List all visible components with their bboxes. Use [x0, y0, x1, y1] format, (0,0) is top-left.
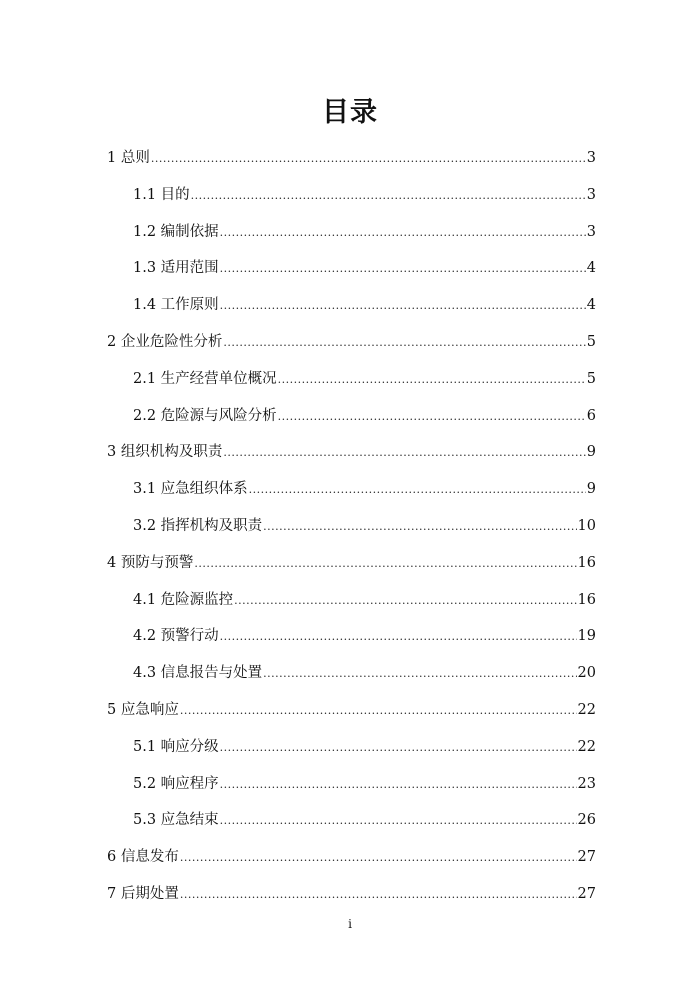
toc-entry-page-number: 23 [577, 776, 596, 792]
toc-entry-page-number: 5 [586, 371, 596, 387]
toc-leader-dots [180, 848, 577, 868]
toc-leader-dots [220, 627, 577, 647]
toc-entry-label: 5 应急响应 [107, 702, 179, 718]
toc-entry-page-number: 3 [586, 150, 596, 166]
toc-entry-label: 1.3 适用范围 [133, 260, 219, 276]
toc-entry-page-number: 4 [586, 260, 596, 276]
toc-entry-page-number: 19 [577, 628, 596, 644]
toc-entry-page-number: 27 [577, 886, 596, 902]
page-number-footer: i [348, 917, 352, 931]
toc-entry-label: 1.1 目的 [133, 187, 190, 203]
toc-entry-page-number: 16 [577, 592, 596, 608]
toc-entry-page-number: 20 [577, 665, 596, 681]
toc-entry-section[interactable] [133, 774, 596, 795]
toc-leader-dots [220, 259, 586, 279]
toc-title: 目录 [322, 97, 378, 128]
toc-entry-label: 1 总则 [107, 150, 150, 166]
toc-leader-dots [191, 186, 586, 206]
toc-entry-page-number: 6 [586, 408, 596, 424]
toc-entry-page-number: 5 [586, 334, 596, 350]
toc-entry-page-number: 3 [586, 187, 596, 203]
toc-entry-label: 4.1 危险源监控 [133, 592, 234, 608]
toc-entry-label: 3.2 指挥机构及职责 [133, 518, 263, 534]
toc-entry-section[interactable] [133, 369, 596, 390]
toc-leader-dots [278, 370, 586, 390]
toc-entry-page-number: 9 [586, 444, 596, 460]
toc-leader-dots [220, 775, 577, 795]
toc-leader-dots [223, 443, 585, 463]
toc-entry-label: 1.2 编制依据 [133, 224, 219, 240]
toc-entry-label: 7 后期处置 [107, 886, 179, 902]
toc-leader-dots [278, 407, 586, 427]
toc-entry-label: 2 企业危险性分析 [107, 334, 223, 350]
toc-entry-section[interactable] [133, 590, 596, 611]
toc-leader-dots [263, 517, 576, 537]
toc-entry-label: 5.2 响应程序 [133, 776, 219, 792]
toc-entry-label: 3 组织机构及职责 [107, 444, 223, 460]
toc-entry-label: 3.1 应急组织体系 [133, 481, 248, 497]
toc-entry-chapter[interactable] [107, 700, 596, 721]
toc-entry-page-number: 22 [577, 702, 596, 718]
toc-entry-section[interactable] [133, 406, 596, 427]
toc-entry-section[interactable] [133, 737, 596, 758]
toc-entry-section[interactable] [133, 222, 596, 243]
toc-leader-dots [223, 333, 585, 353]
toc-entry-page-number: 27 [577, 849, 596, 865]
toc-entry-label: 1.4 工作原则 [133, 297, 219, 313]
toc-entry-chapter[interactable] [107, 847, 596, 868]
toc-leader-dots [220, 296, 586, 316]
toc-entry-section[interactable] [133, 295, 596, 316]
toc-entry-chapter[interactable] [107, 553, 596, 574]
toc-entry-page-number: 9 [586, 481, 596, 497]
toc-entry-page-number: 22 [577, 739, 596, 755]
toc-entry-chapter[interactable] [107, 884, 596, 905]
toc-entry-chapter[interactable] [107, 332, 596, 353]
toc-entry-section[interactable] [133, 479, 596, 500]
toc-entry-label: 4.3 信息报告与处置 [133, 665, 263, 681]
toc-entry-page-number: 10 [577, 518, 596, 534]
toc-entry-label: 5.1 响应分级 [133, 739, 219, 755]
toc-entry-section[interactable] [133, 810, 596, 831]
toc-entry-section[interactable] [133, 663, 596, 684]
toc-entry-page-number: 16 [577, 555, 596, 571]
toc-entry-section[interactable] [133, 185, 596, 206]
toc-leader-dots [180, 701, 577, 721]
toc-entry-section[interactable] [133, 258, 596, 279]
toc-leader-dots [180, 885, 577, 905]
toc-entry-chapter[interactable] [107, 148, 596, 169]
toc-entry-section[interactable] [133, 516, 596, 537]
toc-entry-label: 5.3 应急结束 [133, 812, 219, 828]
toc-leader-dots [263, 664, 576, 684]
toc-entry-section[interactable] [133, 626, 596, 647]
toc-leader-dots [220, 811, 577, 831]
toc-entry-label: 6 信息发布 [107, 849, 179, 865]
toc-entry-label: 4 预防与预警 [107, 555, 194, 571]
toc-leader-dots [249, 480, 586, 500]
toc-entry-label: 4.2 预警行动 [133, 628, 219, 644]
toc-leader-dots [220, 223, 586, 243]
toc-entry-page-number: 26 [577, 812, 596, 828]
toc-leader-dots [194, 554, 576, 574]
toc-leader-dots [234, 591, 576, 611]
toc-entry-chapter[interactable] [107, 442, 596, 463]
toc-entry-page-number: 4 [586, 297, 596, 313]
toc-leader-dots [151, 149, 586, 169]
toc-leader-dots [220, 738, 577, 758]
toc-entry-page-number: 3 [586, 224, 596, 240]
toc-entry-label: 2.2 危险源与风险分析 [133, 408, 277, 424]
toc-entry-label: 2.1 生产经营单位概况 [133, 371, 277, 387]
